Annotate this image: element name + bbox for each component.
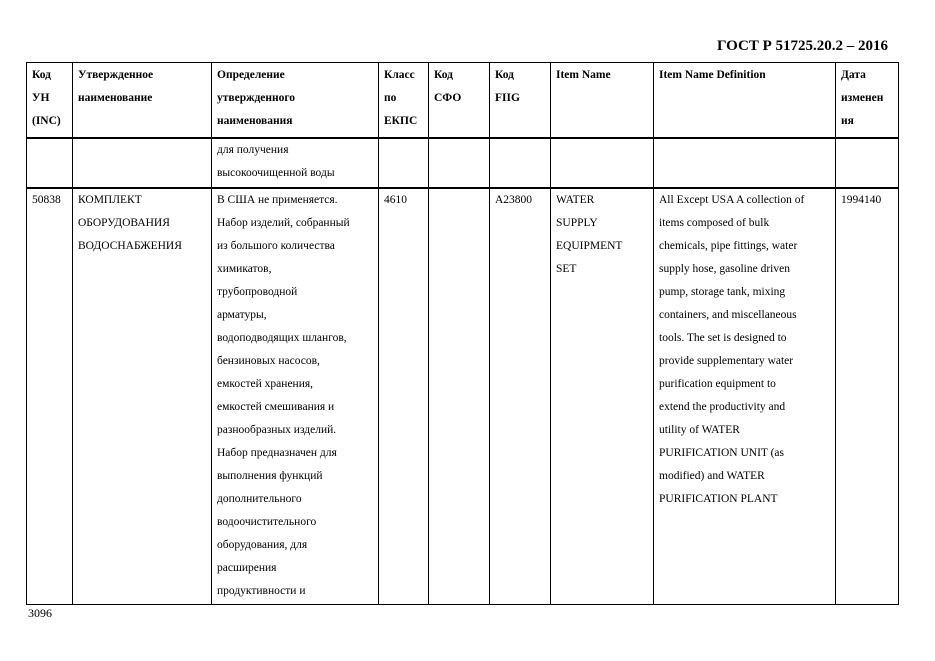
header-line: Код [434,69,454,81]
definition-line: для получения [217,143,289,156]
header-fiig [490,63,551,138]
definition-line: водоподводящих шлангов, [217,331,347,344]
name-line: ОБОРУДОВАНИЯ [78,216,170,229]
catalog-table [26,62,899,605]
header-item-name-definition [654,63,836,138]
definition-line: продуктивности и [217,584,306,597]
cell-item-name-definition [654,138,836,188]
definition-line: емкостей хранения, [217,377,314,390]
cell-approved-name [73,138,212,188]
continuation-row [27,138,899,188]
definition-line: разнообразных изделий. [217,423,337,436]
cell-item-name [551,188,654,605]
header-line: УН [32,92,50,104]
definition-line: В США не применяется. [217,193,338,206]
header-line: Класс [384,69,415,81]
header-line: по [384,92,397,104]
header-line: Код [32,69,52,81]
header-item-name [551,63,654,138]
header-line: FIIG [495,92,520,104]
header-line: СФО [434,92,462,104]
item-definition-line: purification equipment to [659,377,776,390]
item-definition-line: PURIFICATION PLANT [659,492,778,505]
definition-line: оборудования, для [217,538,308,551]
item-name-line: WATER [556,193,595,206]
cell-class: 4610 [379,188,429,605]
cell-class [379,138,429,188]
item-definition-line: All Except USA A collection of [659,193,805,206]
definition-line: Набор предназначен для [217,446,337,459]
definition-line: бензиновых насосов, [217,354,320,367]
header-line: Определение [217,69,285,81]
definition-line: выполнения функций [217,469,323,482]
definition-line: высокоочищенной воды [217,166,335,179]
definition-line: Набор изделий, собранный [217,216,350,229]
header-line: (INC) [32,115,61,127]
cell-item-name [551,138,654,188]
cell-fiig [490,138,551,188]
name-line: ВОДОСНАБЖЕНИЯ [78,239,182,252]
item-definition-line: supply hose, gasoline driven [659,262,790,275]
item-name-line: SUPPLY [556,216,598,229]
definition-line: емкостей смешивания и [217,400,335,413]
header-line: Item Name Definition [659,69,766,81]
item-definition-line: chemicals, pipe fittings, water [659,239,798,252]
cell-approved-name [73,188,212,605]
table-row [27,188,899,605]
page-number: 3096 [28,606,52,620]
cell-inc: 50838 [27,188,73,605]
item-definition-line: modified) and WATER [659,469,765,482]
header-sfo [429,63,490,138]
header-line: Item Name [556,69,611,81]
header-line: Утвержденное [78,69,154,81]
cell-sfo [429,138,490,188]
name-line: КОМПЛЕКТ [78,193,142,206]
item-definition-line: provide supplementary water [659,354,794,367]
item-name-line: EQUIPMENT [556,239,623,252]
header-inc [27,63,73,138]
header-approved-name [73,63,212,138]
header-line: Код [495,69,515,81]
item-definition-line: items composed of bulk [659,216,770,229]
header-line: наименования [217,115,293,127]
definition-line: арматуры, [217,308,267,321]
cell-definition [212,188,379,605]
cell-change-date [836,138,899,188]
item-definition-line: extend the productivity and [659,400,786,413]
cell-sfo [429,188,490,605]
item-definition-line: pump, storage tank, mixing [659,285,786,298]
cell-change-date: 1994140 [836,188,899,605]
definition-line: водоочистительного [217,515,317,528]
cell-definition [212,138,379,188]
cell-fiig: A23800 [490,188,551,605]
header-line: Дата [841,69,866,81]
item-name-line: SET [556,262,577,275]
definition-line: дополнительного [217,492,302,505]
item-definition-line: containers, and miscellaneous [659,308,797,321]
cell-item-name-definition [654,188,836,605]
header-line: ЕКПС [384,115,418,127]
document-id: ГОСТ Р 51725.20.2 – 2016 [716,38,888,54]
definition-line: расширения [217,561,277,574]
header-line: наименование [78,92,153,104]
header-line: изменен [841,92,884,104]
definition-line: из большого количества [217,239,335,252]
item-definition-line: utility of WATER [659,423,740,436]
header-definition [212,63,379,138]
header-row [27,63,899,138]
definition-line: химикатов, [217,262,272,275]
header-change-date [836,63,899,138]
definition-line: трубопроводной [217,285,298,298]
cell-inc [27,138,73,188]
item-definition-line: PURIFICATION UNIT (as [659,446,785,459]
header-class [379,63,429,138]
item-definition-line: tools. The set is designed to [659,331,787,344]
header-line: ия [841,115,854,127]
header-line: утвержденного [217,92,296,104]
